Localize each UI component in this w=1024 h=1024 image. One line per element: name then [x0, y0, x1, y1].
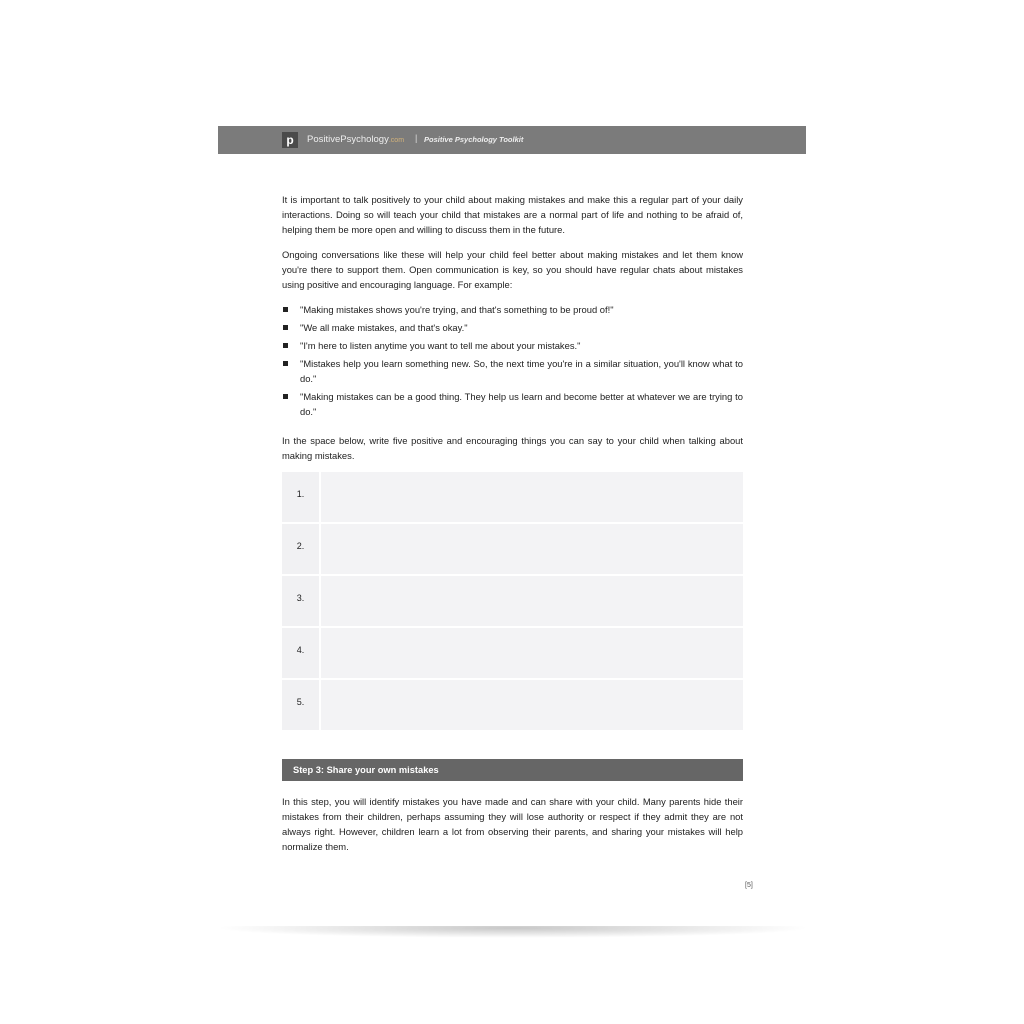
step-text: In this step, you will identify mistakes you have made and can share with your child. Many parents hide their mistakes from their children, perhaps assuming they will lose authority or respect if they admit they are not always right. However, children learn a lot from observing their parents, and sharing your mistakes will help normalize them.: [282, 796, 743, 852]
page-number: [5]: [745, 882, 753, 889]
list-item: "We all make mistakes, and that's okay.": [282, 320, 743, 335]
row-number: 4.: [282, 628, 319, 678]
logo-icon: p: [282, 132, 298, 148]
table-row: [282, 524, 743, 574]
row-number: 2.: [282, 524, 319, 574]
brand-name: [307, 134, 404, 145]
paragraph: It is important to talk positively to your child about making mistakes and make this a regular part of your daily interactions. Doing so will teach your child that mistakes are a normal part of life and nothing to be afraid of, helping them be more open and willing to discuss them in the future.: [282, 194, 743, 235]
brand-suffix: .com: [388, 137, 405, 144]
answer-field[interactable]: [321, 628, 743, 678]
table-row: [282, 576, 743, 626]
answer-table: [282, 472, 743, 732]
row-number: 5.: [282, 680, 319, 730]
brand-text: PositivePsychology: [307, 134, 389, 145]
table-row: [282, 472, 743, 522]
list-item: "Making mistakes shows you're trying, and that's something to be proud of!": [282, 302, 743, 317]
examples-list: [282, 302, 743, 419]
step-heading: Step 3: Share your own mistakes: [282, 759, 743, 781]
answer-field[interactable]: [321, 680, 743, 730]
paragraph: Ongoing conversations like these will help your child feel better about making mistakes and let them know you're there to support them. Open communication is key, so you should have regular chats about mistakes using positive and encouraging language. For example:: [282, 249, 743, 290]
list-item: "I'm here to listen anytime you want to tell me about your mistakes.": [282, 338, 743, 353]
row-number: 1.: [282, 472, 319, 522]
table-row: [282, 680, 743, 730]
row-number: 3.: [282, 576, 319, 626]
instruction: In the space below, write five positive and encouraging things you can say to your child when talking about making mistakes.: [282, 435, 743, 461]
document-page: [218, 126, 806, 926]
page-header: [218, 126, 806, 154]
answer-field[interactable]: [321, 576, 743, 626]
header-separator: |: [415, 133, 418, 143]
main-text: [282, 192, 743, 473]
answer-field[interactable]: [321, 472, 743, 522]
list-item: "Mistakes help you learn something new. So, the next time you're in a similar situation, you'll know what to do.": [282, 356, 743, 386]
list-item: "Making mistakes can be a good thing. They help us learn and become better at whatever we are trying to do.": [282, 389, 743, 419]
table-row: [282, 628, 743, 678]
toolkit-title: Positive Psychology Toolkit: [424, 135, 524, 144]
answer-field[interactable]: [321, 524, 743, 574]
